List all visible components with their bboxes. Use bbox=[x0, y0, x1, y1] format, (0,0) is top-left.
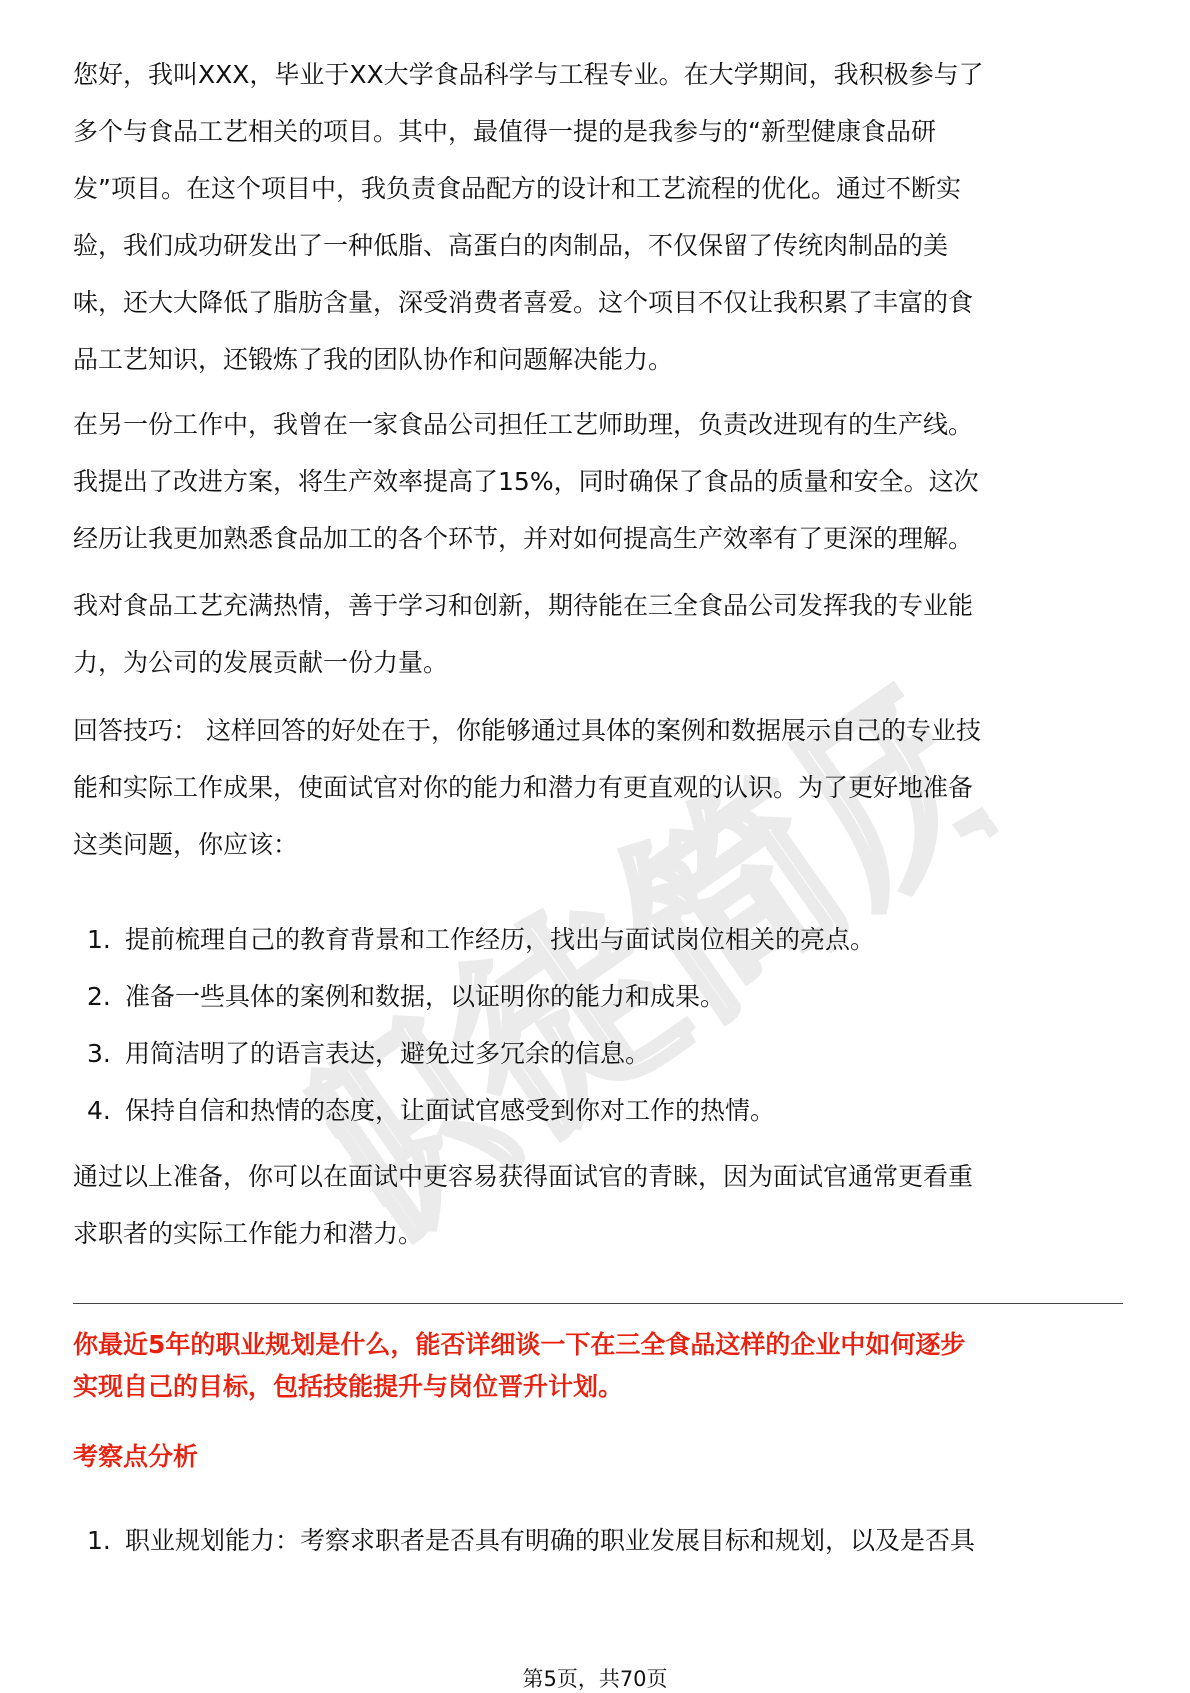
text-line: 味，还大大降低了脂肪含量，深受消费者喜爱。这个项目不仅让我积累了丰富的食 bbox=[73, 288, 974, 317]
list-text: 职业规划能力：考察求职者是否具有明确的职业发展目标和规划，以及是否具 bbox=[125, 1526, 976, 1555]
text-line: 能和实际工作成果，使面试官对你的能力和潜力有更直观的认识。为了更好地准备 bbox=[73, 773, 974, 802]
paragraph-answer-tips bbox=[73, 702, 1123, 873]
text-line: 验，我们成功研发出了一种低脂、高蛋白的肉制品，不仅保留了传统肉制品的美 bbox=[73, 231, 949, 260]
text-line: 您好，我叫XXX，毕业于XX大学食品科学与工程专业。在大学期间，我积极参与了 bbox=[73, 60, 984, 89]
text-line: 求职者的实际工作能力和潜力。 bbox=[73, 1219, 424, 1248]
section-divider bbox=[73, 1303, 1123, 1304]
text-line: 回答技巧： 这样回答的好处在于，你能够通过具体的案例和数据展示自己的专业技 bbox=[73, 716, 981, 745]
list-text: 提前梳理自己的教育背景和工作经历，找出与面试岗位相关的亮点。 bbox=[125, 925, 876, 954]
list-number: 1. bbox=[87, 1526, 111, 1555]
list-item bbox=[73, 911, 1123, 968]
section-title-analysis: 考察点分析 bbox=[73, 1442, 199, 1471]
paragraph-conclusion bbox=[73, 1148, 1123, 1262]
text-line: 在另一份工作中，我曾在一家食品公司担任工艺师助理，负责改进现有的生产线。 bbox=[73, 410, 974, 439]
text-line: 我对食品工艺充满热情，善于学习和创新，期待能在三全食品公司发挥我的专业能 bbox=[73, 591, 974, 620]
paragraph-work-experience bbox=[73, 396, 1123, 567]
list-item bbox=[73, 1025, 1123, 1082]
list-number: 3. bbox=[87, 1039, 111, 1068]
list-number: 2. bbox=[87, 982, 111, 1011]
list-item bbox=[73, 968, 1123, 1025]
page-footer: 第5页，共70页 bbox=[522, 1667, 668, 1691]
text-line: 品工艺知识，还锻炼了我的团队协作和问题解决能力。 bbox=[73, 345, 674, 374]
list-number: 4. bbox=[87, 1096, 111, 1125]
text-line: 通过以上准备，你可以在面试中更容易获得面试官的青睐，因为面试官通常更看重 bbox=[73, 1162, 974, 1191]
question-line: 你最近5年的职业规划是什么，能否详细谈一下在三全食品这样的企业中如何逐步 bbox=[73, 1330, 966, 1359]
paragraph-passion bbox=[73, 577, 1123, 691]
list-item bbox=[73, 1082, 1123, 1139]
analysis-points-list bbox=[73, 1512, 1123, 1569]
text-line: 经历让我更加熟悉食品加工的各个环节，并对如何提高生产效率有了更深的理解。 bbox=[73, 524, 974, 553]
watermark-text: 职徒简历 bbox=[280, 647, 1020, 1273]
paragraph-self-introduction bbox=[73, 46, 1123, 388]
list-text: 用简洁明了的语言表达，避免过多冗余的信息。 bbox=[125, 1039, 651, 1068]
text-line: 发”项目。在这个项目中，我负责食品配方的设计和工艺流程的优化。通过不断实 bbox=[73, 174, 961, 203]
text-line: 多个与食品工艺相关的项目。其中，最值得一提的是我参与的“新型健康食品研 bbox=[73, 117, 936, 146]
list-text: 保持自信和热情的态度，让面试官感受到你对工作的热情。 bbox=[125, 1096, 776, 1125]
interview-question bbox=[73, 1324, 1123, 1408]
list-number: 1. bbox=[87, 925, 111, 954]
question-line: 实现自己的目标，包括技能提升与岗位晋升计划。 bbox=[73, 1372, 624, 1401]
text-line: 我提出了改进方案，将生产效率提高了15%，同时确保了食品的质量和安全。这次 bbox=[73, 467, 979, 496]
text-line: 力，为公司的发展贡献一份力量。 bbox=[73, 648, 449, 677]
list-text: 准备一些具体的案例和数据，以证明你的能力和成果。 bbox=[125, 982, 726, 1011]
list-item bbox=[73, 1512, 1123, 1569]
text-line: 这类问题，你应该： bbox=[73, 830, 299, 859]
tips-list bbox=[73, 911, 1123, 1139]
